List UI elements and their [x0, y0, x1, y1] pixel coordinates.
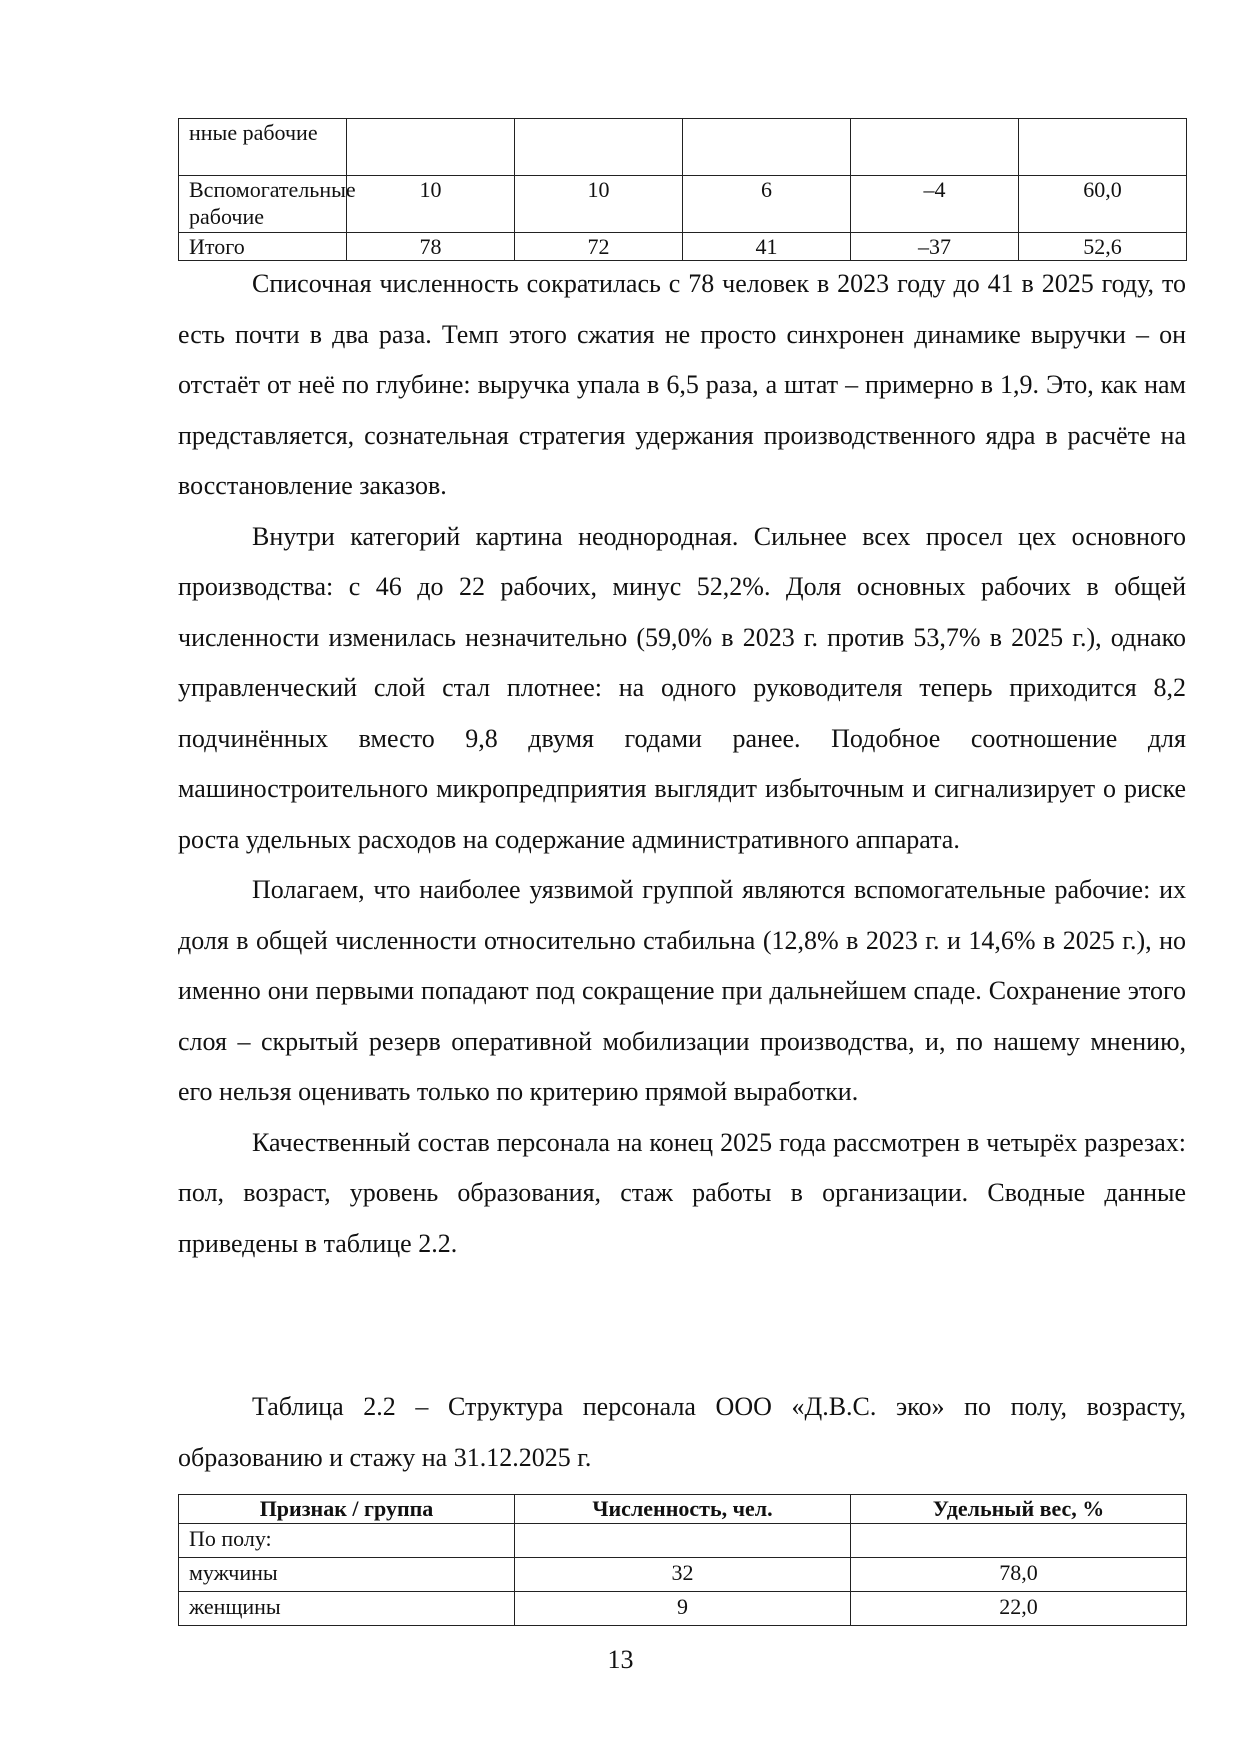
row-label: нные рабочие	[179, 119, 347, 176]
cell: –4	[851, 176, 1019, 233]
cell: 72	[515, 233, 683, 261]
column-header: Удельный вес, %	[851, 1495, 1187, 1524]
table-row	[179, 119, 1187, 176]
table-header-row	[179, 1495, 1187, 1524]
cell: 6	[683, 176, 851, 233]
table-row	[179, 1524, 1187, 1558]
row-label: Итого	[179, 233, 347, 261]
row-label: Вспомогательные рабочие	[179, 176, 347, 233]
cell: –37	[851, 233, 1019, 261]
row-label: мужчины	[179, 1558, 515, 1592]
paragraph: Полагаем, что наиболее уязвимой группой являются вспомогательные рабочие: их доля в общей численности относительно стабильна (12,8% в 2023 г. и 14,6% в 2025 г.), но именно они первыми попадают под сокращение при дальнейшем спаде. Сохранение этого слоя – скрытый резерв оперативной мобилизации производства, и, по нашему мнению, его нельзя оценивать только по критерию прямой выработки.	[178, 875, 1186, 1106]
cell: 78,0	[851, 1558, 1187, 1592]
cell	[851, 1524, 1187, 1558]
body-text	[178, 259, 1186, 1269]
paragraph: Внутри категорий картина неоднородная. Сильнее всех просел цех основного производства: с 46 до 22 рабочих, минус 52,2%. Доля основных рабочих в общей численности изменилась незначительно (59,0% в 2023 г. против 53,7% в 2025 г.), однако управленческий слой стал плотнее: на одного руководителя теперь приходится 8,2 подчинённых вместо 9,8 двумя годами ранее. Подобное соотношение для машиностроительного микропредприятия выглядит избыточным и сигнализирует о риске роста удельных расходов на содержание административного аппарата.	[178, 521, 1186, 854]
cell: 22,0	[851, 1592, 1187, 1626]
table-caption: Таблица 2.2 – Структура персонала ООО «Д.В.С. эко» по полу, возрасту, образованию и стажу на 31.12.2025 г.	[178, 1392, 1186, 1472]
cell	[347, 119, 515, 176]
cell: 52,6	[1019, 233, 1187, 261]
cell: 78	[347, 233, 515, 261]
cell: 41	[683, 233, 851, 261]
paragraph: Качественный состав персонала на конец 2025 года рассмотрен в четырёх разрезах: пол, возраст, уровень образования, стаж работы в организации. Сводные данные приведены в таблице 2.2.	[178, 1127, 1186, 1258]
paragraph: Списочная численность сократилась с 78 человек в 2023 году до 41 в 2025 году, то есть почти в два раза. Темп этого сжатия не просто синхронен динамике выручки – он отстаёт от неё по глубине: выручка упала в 6,5 раза, а штат – примерно в 1,9. Это, как нам представляется, сознательная стратегия удержания производственного ядра в расчёте на восстановление заказов.	[178, 269, 1186, 500]
staff-structure-table	[178, 1494, 1187, 1626]
page-number: 13	[607, 1645, 634, 1674]
row-label: По полу:	[179, 1524, 515, 1558]
cell	[851, 119, 1019, 176]
cell: 60,0	[1019, 176, 1187, 233]
cell: 10	[515, 176, 683, 233]
table-row	[179, 1592, 1187, 1626]
table-row-total	[179, 233, 1187, 261]
cell	[515, 1524, 851, 1558]
cell: 9	[515, 1592, 851, 1626]
cell	[515, 119, 683, 176]
column-header: Численность, чел.	[515, 1495, 851, 1524]
staff-count-table	[178, 118, 1187, 261]
table-row	[179, 176, 1187, 233]
cell: 10	[347, 176, 515, 233]
row-label: женщины	[179, 1592, 515, 1626]
column-header: Признак / группа	[179, 1495, 515, 1524]
cell: 32	[515, 1558, 851, 1592]
table-row	[179, 1558, 1187, 1592]
cell	[1019, 119, 1187, 176]
cell	[683, 119, 851, 176]
